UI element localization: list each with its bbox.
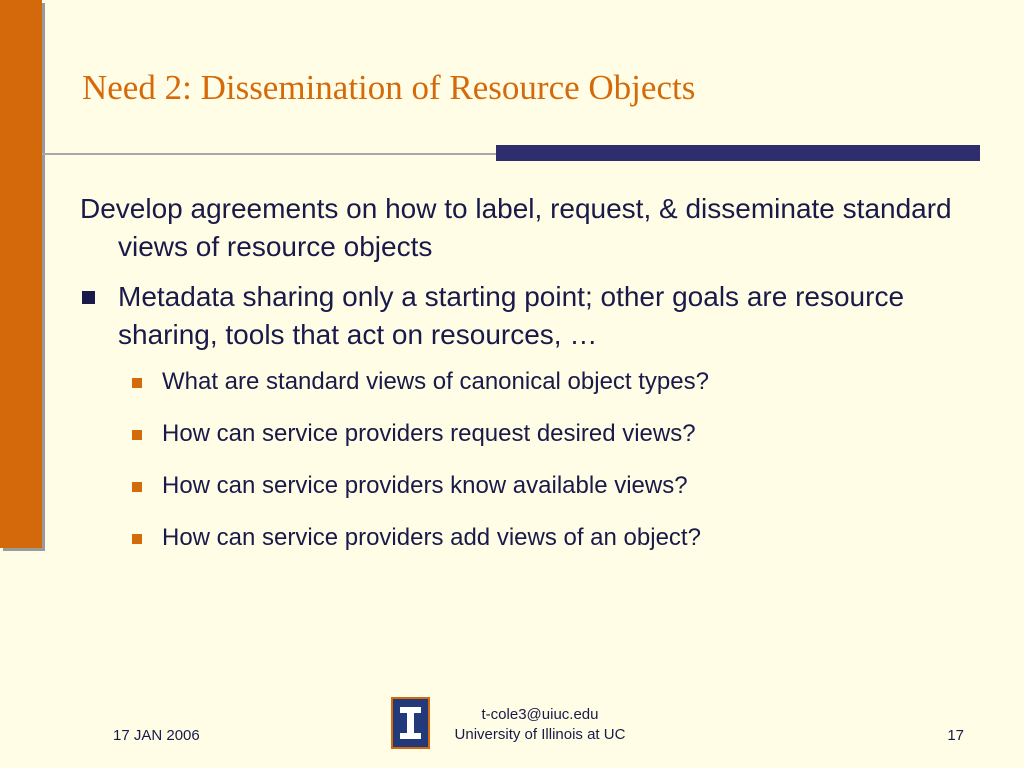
footer-institution: University of Illinois at UC	[454, 726, 626, 743]
sub-bullet-item	[162, 522, 980, 554]
square-bullet-icon	[132, 482, 142, 492]
sub-bullet-text: How can service providers add views of an object?	[162, 524, 701, 551]
square-bullet-icon	[132, 430, 142, 440]
title-divider-thin	[42, 153, 496, 155]
intro-paragraph: Develop agreements on how to label, request, & disseminate standard views of resource objects	[80, 193, 952, 262]
main-bullet	[80, 278, 980, 354]
square-bullet-icon	[132, 378, 142, 388]
slide-title: Need 2: Dissemination of Resource Objects	[82, 68, 696, 107]
sub-bullet-list	[80, 366, 980, 554]
slide-body	[80, 190, 980, 574]
footer-contact	[440, 705, 640, 745]
footer-date: 17 JAN 2006	[113, 727, 200, 744]
left-accent-bar	[0, 0, 42, 548]
sub-bullet-text: How can service providers request desired views?	[162, 420, 696, 447]
sub-bullet-item	[162, 366, 980, 398]
block-i-icon	[393, 699, 428, 747]
title-divider-thick	[496, 145, 980, 161]
sub-bullet-item	[162, 470, 980, 502]
footer-email: t-cole3@uiuc.edu	[481, 706, 599, 723]
square-bullet-icon	[132, 534, 142, 544]
sub-bullet-text: How can service providers know available views?	[162, 472, 688, 499]
illinois-block-i-logo-icon	[391, 697, 430, 749]
sub-bullet-text: What are standard views of canonical object types?	[162, 368, 709, 395]
sub-bullet-item	[162, 418, 980, 450]
page-number: 17	[947, 727, 964, 744]
square-bullet-icon	[82, 291, 95, 304]
main-bullet-text: Metadata sharing only a starting point; other goals are resource sharing, tools that act on resources, …	[118, 281, 905, 350]
